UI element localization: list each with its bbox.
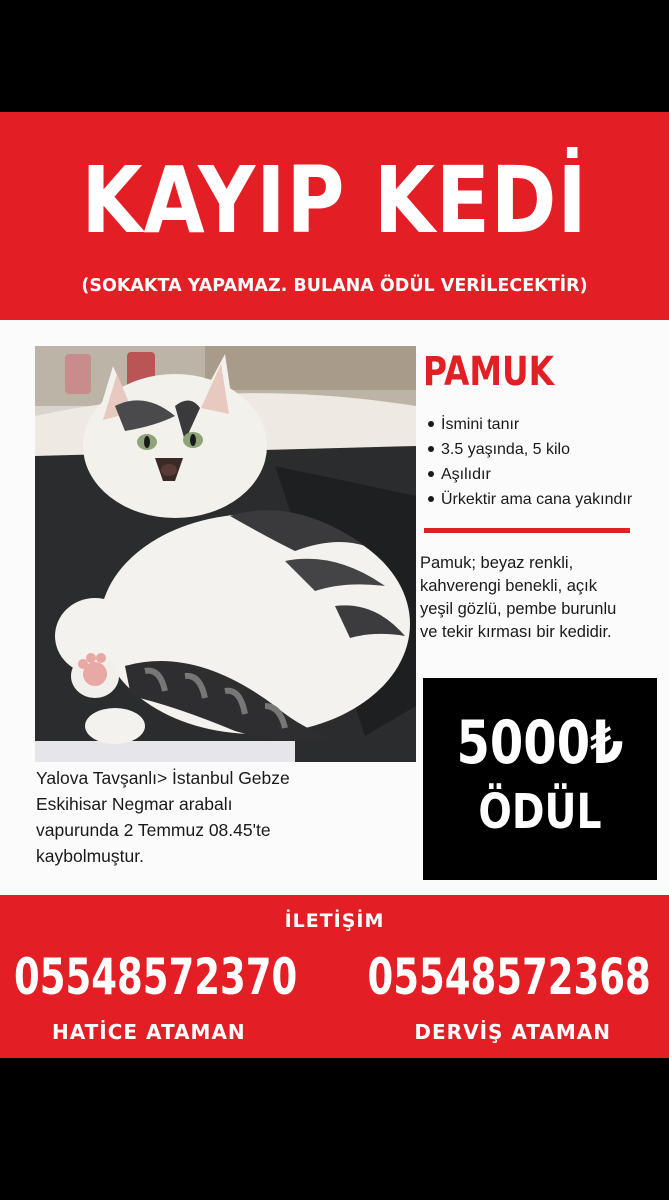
header-banner — [0, 112, 669, 320]
reward-amount: 5000₺ — [456, 708, 624, 778]
feature-text: 3.5 yaşında, 5 kilo — [441, 441, 570, 458]
feature-text: Aşılıdır — [441, 466, 491, 483]
lost-cat-poster — [0, 112, 669, 1058]
cat-name: PAMUK — [423, 349, 555, 395]
feature-text: Ürkektir ama cana yakındır — [441, 491, 633, 508]
bullet-icon — [428, 471, 434, 477]
description-line: yeşil gözlü, pembe burunlu — [420, 600, 617, 618]
description-line: kahverengi benekli, açık — [420, 577, 598, 595]
contact-banner — [0, 895, 669, 1058]
bullet-icon — [428, 446, 434, 452]
feature-item — [428, 437, 668, 462]
contact-name-1: HATİCE ATAMAN — [52, 1020, 246, 1044]
contact-name-2: DERVİŞ ATAMAN — [414, 1020, 611, 1044]
cat-photo — [35, 346, 416, 762]
cat-description — [420, 552, 665, 644]
lost-info-line: Eskihisar Negmar arabalı — [36, 794, 233, 814]
reward-label: ÖDÜL — [478, 784, 602, 840]
feature-item — [428, 412, 668, 437]
feature-item — [428, 487, 668, 512]
divider — [424, 528, 630, 533]
bullet-icon — [428, 496, 434, 502]
lost-info-line: vapurunda 2 Temmuz 08.45'te — [36, 820, 271, 840]
poster-subtitle: (SOKAKTA YAPAMAZ. BULANA ÖDÜL VERİLECEKTİR) — [81, 276, 588, 296]
lost-info-line: kaybolmuştur. — [36, 846, 144, 866]
lost-location-info — [36, 765, 416, 869]
description-line: ve tekir kırması bir kedidir. — [420, 623, 612, 641]
reward-box — [423, 678, 657, 880]
phone-number-2[interactable]: 05548572368 — [367, 948, 651, 1006]
lost-info-line: Yalova Tavşanlı> İstanbul Gebze — [36, 768, 290, 788]
bullet-icon — [428, 421, 434, 427]
feature-text: İsmini tanır — [441, 416, 520, 433]
description-line: Pamuk; beyaz renkli, — [420, 554, 574, 572]
contact-heading: İLETİŞİM — [284, 910, 385, 932]
phone-number-1[interactable]: 05548572370 — [14, 948, 298, 1006]
feature-list — [428, 412, 668, 512]
feature-item — [428, 462, 668, 487]
cat-illustration — [35, 346, 416, 762]
poster-title: KAYIP KEDİ — [81, 147, 588, 254]
